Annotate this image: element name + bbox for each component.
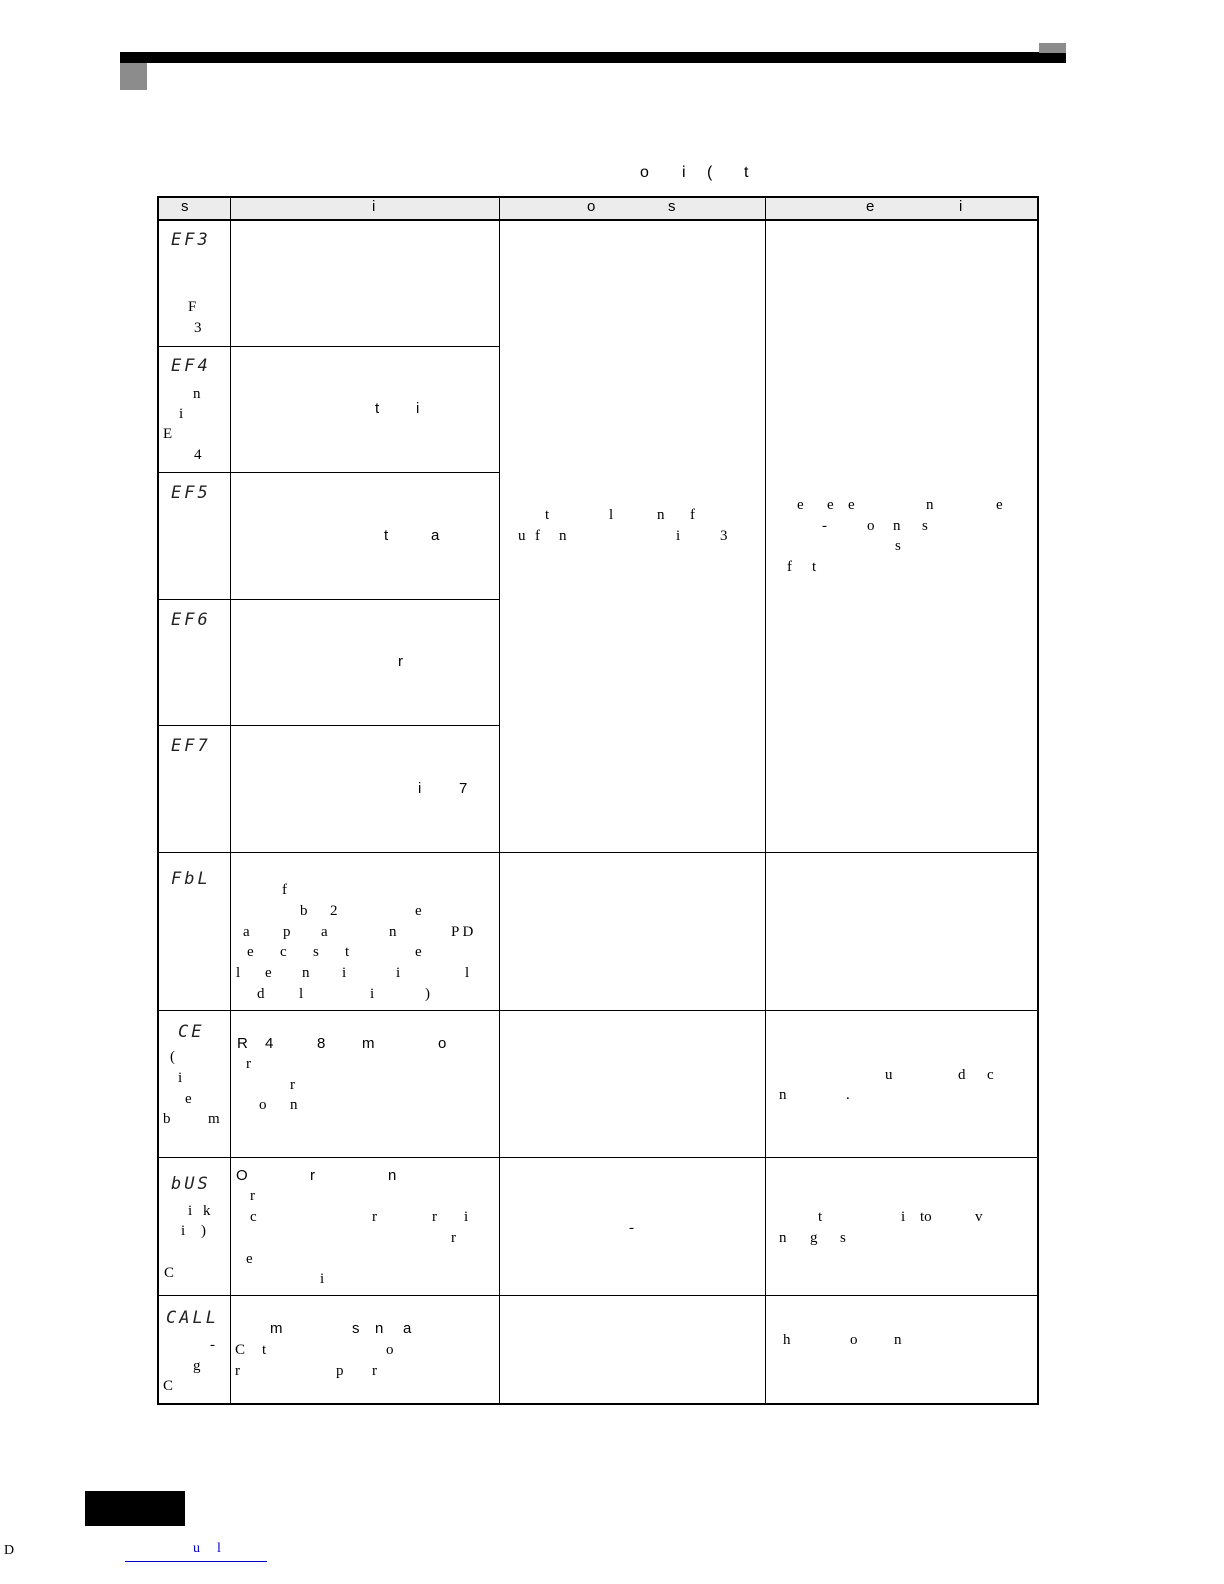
fault-code-display: FbL	[171, 869, 211, 889]
fault-meaning-text: R	[237, 1035, 248, 1052]
fault-cause-text: n	[657, 507, 665, 523]
column-header-causes: s	[668, 198, 676, 215]
fault-meaning-text: f	[282, 882, 287, 898]
fault-meaning-text: c	[280, 944, 287, 960]
fault-action-text: o	[867, 518, 875, 534]
fault-display-text: (	[170, 1049, 175, 1065]
table-border-bottom	[157, 1403, 1039, 1405]
fault-meaning-text: r	[372, 1209, 377, 1225]
header-rule	[120, 52, 1066, 63]
column-header-display: s	[181, 198, 189, 215]
fault-action-text: t	[818, 1209, 823, 1225]
fault-meaning-text: O	[236, 1167, 248, 1184]
fault-meaning-text: a	[243, 924, 250, 940]
fault-meaning-text: i	[370, 986, 375, 1002]
fault-action-text: t	[812, 559, 817, 575]
fault-action-text: n	[893, 518, 901, 534]
column-header-cell	[766, 196, 1038, 220]
fault-meaning-text: i	[342, 965, 347, 981]
fault-display-text: C	[163, 1378, 174, 1394]
fault-cause-text: f	[535, 528, 540, 544]
fault-display-text: F	[188, 299, 197, 315]
fault-code-display: CALL	[166, 1308, 219, 1328]
fault-meaning-text: i	[416, 400, 420, 417]
fault-meaning-text: a	[431, 527, 440, 544]
fault-action-text: to	[920, 1209, 932, 1225]
column-header-cell	[231, 196, 499, 220]
fault-display-text: )	[201, 1223, 206, 1239]
fault-meaning-text: i	[320, 1271, 325, 1287]
fault-display-text: 4	[194, 447, 202, 463]
row-divider	[157, 1010, 1039, 1011]
fault-action-text: -	[822, 518, 827, 534]
fault-meaning-text: t	[375, 400, 380, 417]
fault-action-text: n	[926, 497, 934, 513]
fault-action-text: s	[840, 1230, 846, 1246]
fault-display-text: -	[210, 1337, 215, 1353]
fault-meaning-text: e	[247, 944, 254, 960]
fault-action-text: u	[885, 1067, 893, 1083]
fault-meaning-text: s	[352, 1320, 360, 1337]
fault-code-display: CE	[178, 1022, 205, 1042]
fault-action-text: s	[922, 518, 928, 534]
row-divider	[157, 1295, 1039, 1296]
fault-meaning-text: r	[235, 1363, 240, 1379]
fault-display-text: i	[178, 1070, 183, 1086]
column-divider	[499, 196, 500, 1405]
fault-cause-text: u	[518, 528, 526, 544]
table-border-right	[1037, 196, 1039, 1405]
fault-meaning-text: o	[386, 1342, 394, 1358]
column-header-cell	[158, 196, 230, 220]
fault-meaning-text: p	[336, 1363, 344, 1379]
column-header-causes: o	[587, 198, 596, 215]
fault-code-display: EF3	[171, 230, 211, 250]
fault-action-text: h	[783, 1332, 791, 1348]
footer-text: D	[4, 1543, 15, 1558]
fault-display-text: 3	[194, 320, 202, 336]
table-border-top	[157, 196, 1039, 198]
fault-cause-text: f	[690, 507, 695, 523]
fault-display-text: i	[181, 1223, 186, 1239]
fault-code-display: EF6	[171, 610, 211, 630]
fault-meaning-text: l	[299, 986, 304, 1002]
fault-display-text: C	[164, 1265, 175, 1281]
fault-cause-text: n	[559, 528, 567, 544]
header-tab-marker	[1039, 43, 1066, 53]
fault-meaning-text: l	[465, 965, 470, 981]
fault-cause-text: l	[609, 507, 614, 523]
fault-meaning-text: r	[246, 1056, 251, 1072]
row-divider	[157, 346, 499, 347]
row-divider	[157, 725, 499, 726]
fault-display-text: k	[203, 1203, 211, 1219]
title-fragment: (	[707, 164, 713, 181]
table-title	[0, 164, 1224, 184]
fault-action-text: o	[850, 1332, 858, 1348]
footer-link-text: l	[217, 1541, 221, 1556]
fault-cause-text: t	[545, 507, 550, 523]
row-divider	[157, 472, 499, 473]
footer-link[interactable]	[125, 1541, 267, 1562]
column-header-actions: i	[959, 198, 963, 215]
fault-cause-text: i	[676, 528, 681, 544]
fault-meaning-text: r	[250, 1188, 255, 1204]
fault-code-display: EF4	[171, 356, 211, 376]
fault-code-display: EF5	[171, 483, 211, 503]
header-divider	[157, 219, 1039, 221]
fault-meaning-text: e	[415, 903, 422, 919]
page-number-box	[85, 1491, 185, 1526]
fault-cause-text: -	[629, 1220, 634, 1236]
column-header-actions: e	[866, 198, 875, 215]
fault-cause-text: 3	[720, 528, 728, 544]
fault-meaning-text: l	[236, 965, 241, 981]
fault-action-text: c	[987, 1067, 994, 1083]
fault-meaning-text: s	[313, 944, 319, 960]
fault-meaning-text: C	[235, 1342, 246, 1358]
fault-action-text: s	[895, 538, 901, 554]
fault-meaning-text: d	[257, 986, 265, 1002]
fault-action-text: e	[827, 497, 834, 513]
column-divider	[765, 196, 766, 1405]
fault-meaning-text: r	[310, 1167, 315, 1184]
fault-meaning-text: i	[396, 965, 401, 981]
fault-meaning-text: i	[418, 780, 422, 797]
fault-action-text: e	[848, 497, 855, 513]
fault-meaning-text: n	[388, 1167, 397, 1184]
title-fragment: t	[744, 164, 749, 181]
fault-action-text: .	[846, 1087, 850, 1103]
fault-meaning-text: P D	[451, 924, 474, 940]
fault-meaning-text: i	[464, 1209, 469, 1225]
fault-display-text: e	[185, 1091, 192, 1107]
fault-display-text: i	[188, 1203, 193, 1219]
fault-meaning-text: r	[290, 1077, 295, 1093]
table-border-left	[157, 196, 159, 1405]
fault-meaning-text: n	[389, 924, 397, 940]
chapter-tab-marker	[120, 63, 147, 90]
footer-link-text: u	[193, 1541, 200, 1556]
fault-meaning-text: n	[302, 965, 310, 981]
fault-action-text: i	[901, 1209, 906, 1225]
fault-display-text: g	[193, 1358, 201, 1374]
fault-meaning-text: c	[250, 1209, 257, 1225]
fault-meaning-text: r	[432, 1209, 437, 1225]
fault-meaning-text: o	[259, 1097, 267, 1113]
fault-action-text: n	[779, 1230, 787, 1246]
fault-meaning-text: r	[451, 1230, 456, 1246]
fault-meaning-text: n	[290, 1097, 298, 1113]
fault-meaning-text: t	[345, 944, 350, 960]
fault-meaning-text: n	[375, 1320, 384, 1337]
title-fragment: o	[640, 164, 649, 181]
fault-meaning-text: e	[246, 1251, 253, 1267]
fault-action-text: e	[797, 497, 804, 513]
fault-meaning-text: e	[415, 944, 422, 960]
fault-meaning-text: o	[438, 1035, 447, 1052]
fault-code-display: bUS	[171, 1174, 211, 1194]
fault-meaning-text: 7	[459, 780, 468, 797]
fault-meaning-text: a	[403, 1320, 412, 1337]
fault-meaning-text: )	[425, 986, 430, 1002]
fault-action-text: n	[894, 1332, 902, 1348]
fault-meaning-text: e	[265, 965, 272, 981]
fault-action-text: g	[810, 1230, 818, 1246]
fault-meaning-text: 4	[265, 1035, 274, 1052]
fault-action-text: n	[779, 1087, 787, 1103]
fault-meaning-text: t	[384, 527, 389, 544]
fault-display-text: b	[163, 1111, 171, 1127]
fault-display-text: n	[193, 386, 201, 402]
fault-meaning-text: m	[270, 1320, 283, 1337]
column-header-meaning: i	[372, 198, 376, 215]
fault-meaning-text: r	[372, 1363, 377, 1379]
fault-meaning-text: 8	[317, 1035, 326, 1052]
row-divider	[157, 599, 499, 600]
fault-meaning-text: b	[300, 903, 308, 919]
fault-meaning-text: 2	[330, 903, 338, 919]
fault-display-text: m	[208, 1111, 220, 1127]
fault-meaning-text: a	[321, 924, 328, 940]
fault-code-display: EF7	[171, 736, 211, 756]
fault-meaning-text: p	[283, 924, 291, 940]
fault-action-text: f	[787, 559, 792, 575]
fault-action-text: d	[958, 1067, 966, 1083]
row-divider	[157, 852, 1039, 853]
row-divider	[157, 1157, 1039, 1158]
fault-action-text: v	[975, 1209, 983, 1225]
fault-action-text: e	[996, 497, 1003, 513]
column-header-cell	[500, 196, 765, 220]
fault-meaning-text: m	[362, 1035, 375, 1052]
column-divider	[230, 196, 231, 1405]
fault-meaning-text: t	[262, 1342, 267, 1358]
fault-display-text: i	[179, 406, 184, 422]
fault-meaning-text: r	[398, 653, 403, 670]
title-fragment: i	[682, 164, 686, 181]
fault-display-text: E	[163, 426, 173, 442]
